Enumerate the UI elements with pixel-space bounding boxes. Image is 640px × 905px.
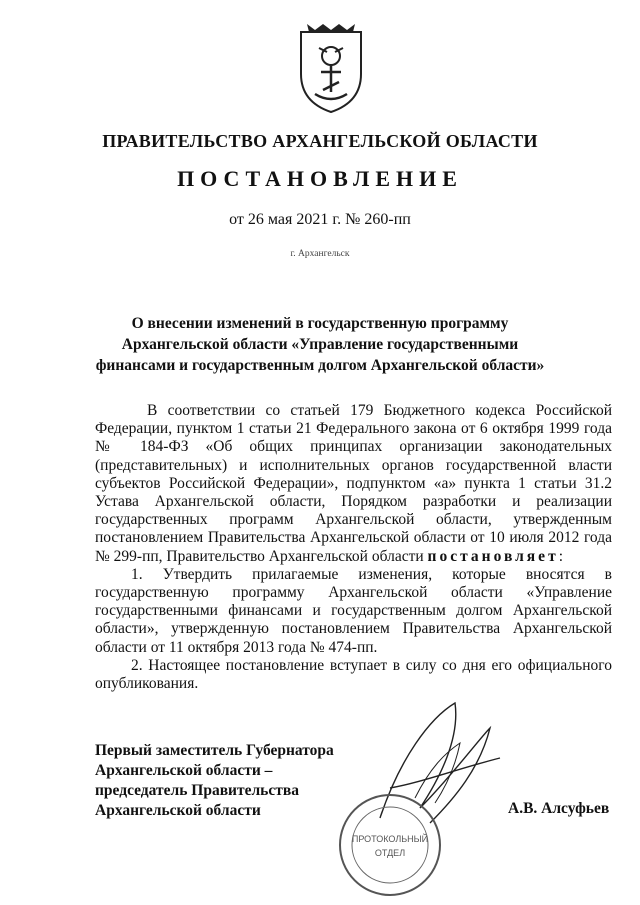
svg-text:ПРОТОКОЛЬНЫЙ: ПРОТОКОЛЬНЫЙ — [351, 834, 429, 844]
subject-line: Архангельской области «Управление государственными — [121, 336, 519, 353]
item-2: 2. Настоящее постановление вступает в силу со дня его официального опубликования. — [95, 656, 612, 693]
date-number: от 26 мая 2021 г. № 260-пп — [229, 211, 411, 228]
signatory-line: Архангельской области — [95, 802, 261, 819]
subject-line: О внесении изменений в государственную программу — [131, 315, 509, 332]
signatory-line: Архангельской области – — [95, 762, 273, 779]
resolves-colon: : — [558, 547, 563, 565]
document-type: ПОСТАНОВЛЕНИЕ — [177, 166, 463, 191]
subject-line: финансами и государственным долгом Архангельской области» — [95, 357, 545, 374]
document-body — [95, 402, 612, 693]
preamble-paragraph — [95, 402, 612, 566]
resolves-word: постановляет — [427, 547, 559, 565]
preamble-text: В соответствии со статьей 179 Бюджетного кодекса Российской Федерации, пунктом 1 статьи 21 Федерального закона от 6 октября 1999 года № 184-ФЗ «Об общих принципах организации законодательных (представительных) и исполнительных органов государственной власти субъектов Российской Федерации», подпунктом «а» пункта 1 статьи 31.2 Устава Архангельской области, Порядком разработки и реализации государственных программ Архангельской области, утвержденным постановлением Правительства Архангельской области от 10 июля 2012 года № 299-пп, Правительство Архангельской области — [95, 402, 612, 565]
city-label: г. Архангельск — [290, 249, 350, 259]
signatory-line: председатель Правительства — [95, 782, 299, 799]
signatory-name: А.В. Алсуфьев — [508, 800, 610, 817]
coat-of-arms-icon — [297, 22, 365, 116]
document-subject — [90, 313, 550, 376]
signatory-line: Первый заместитель Губернатора — [95, 742, 334, 759]
government-title: ПРАВИТЕЛЬСТВО АРХАНГЕЛЬСКОЙ ОБЛАСТИ — [102, 131, 538, 151]
svg-text:ОТДЕЛ: ОТДЕЛ — [374, 848, 406, 858]
item-1: 1. Утвердить прилагаемые изменения, которые вносятся в государственную программу Архангельской области «Управление государственными финансами и государственным долгом Архангельской области», утвержденную постановлением Правительства Архангельской области от 11 октября 2013 года № 474-пп. — [95, 565, 612, 656]
official-stamp — [330, 790, 450, 900]
